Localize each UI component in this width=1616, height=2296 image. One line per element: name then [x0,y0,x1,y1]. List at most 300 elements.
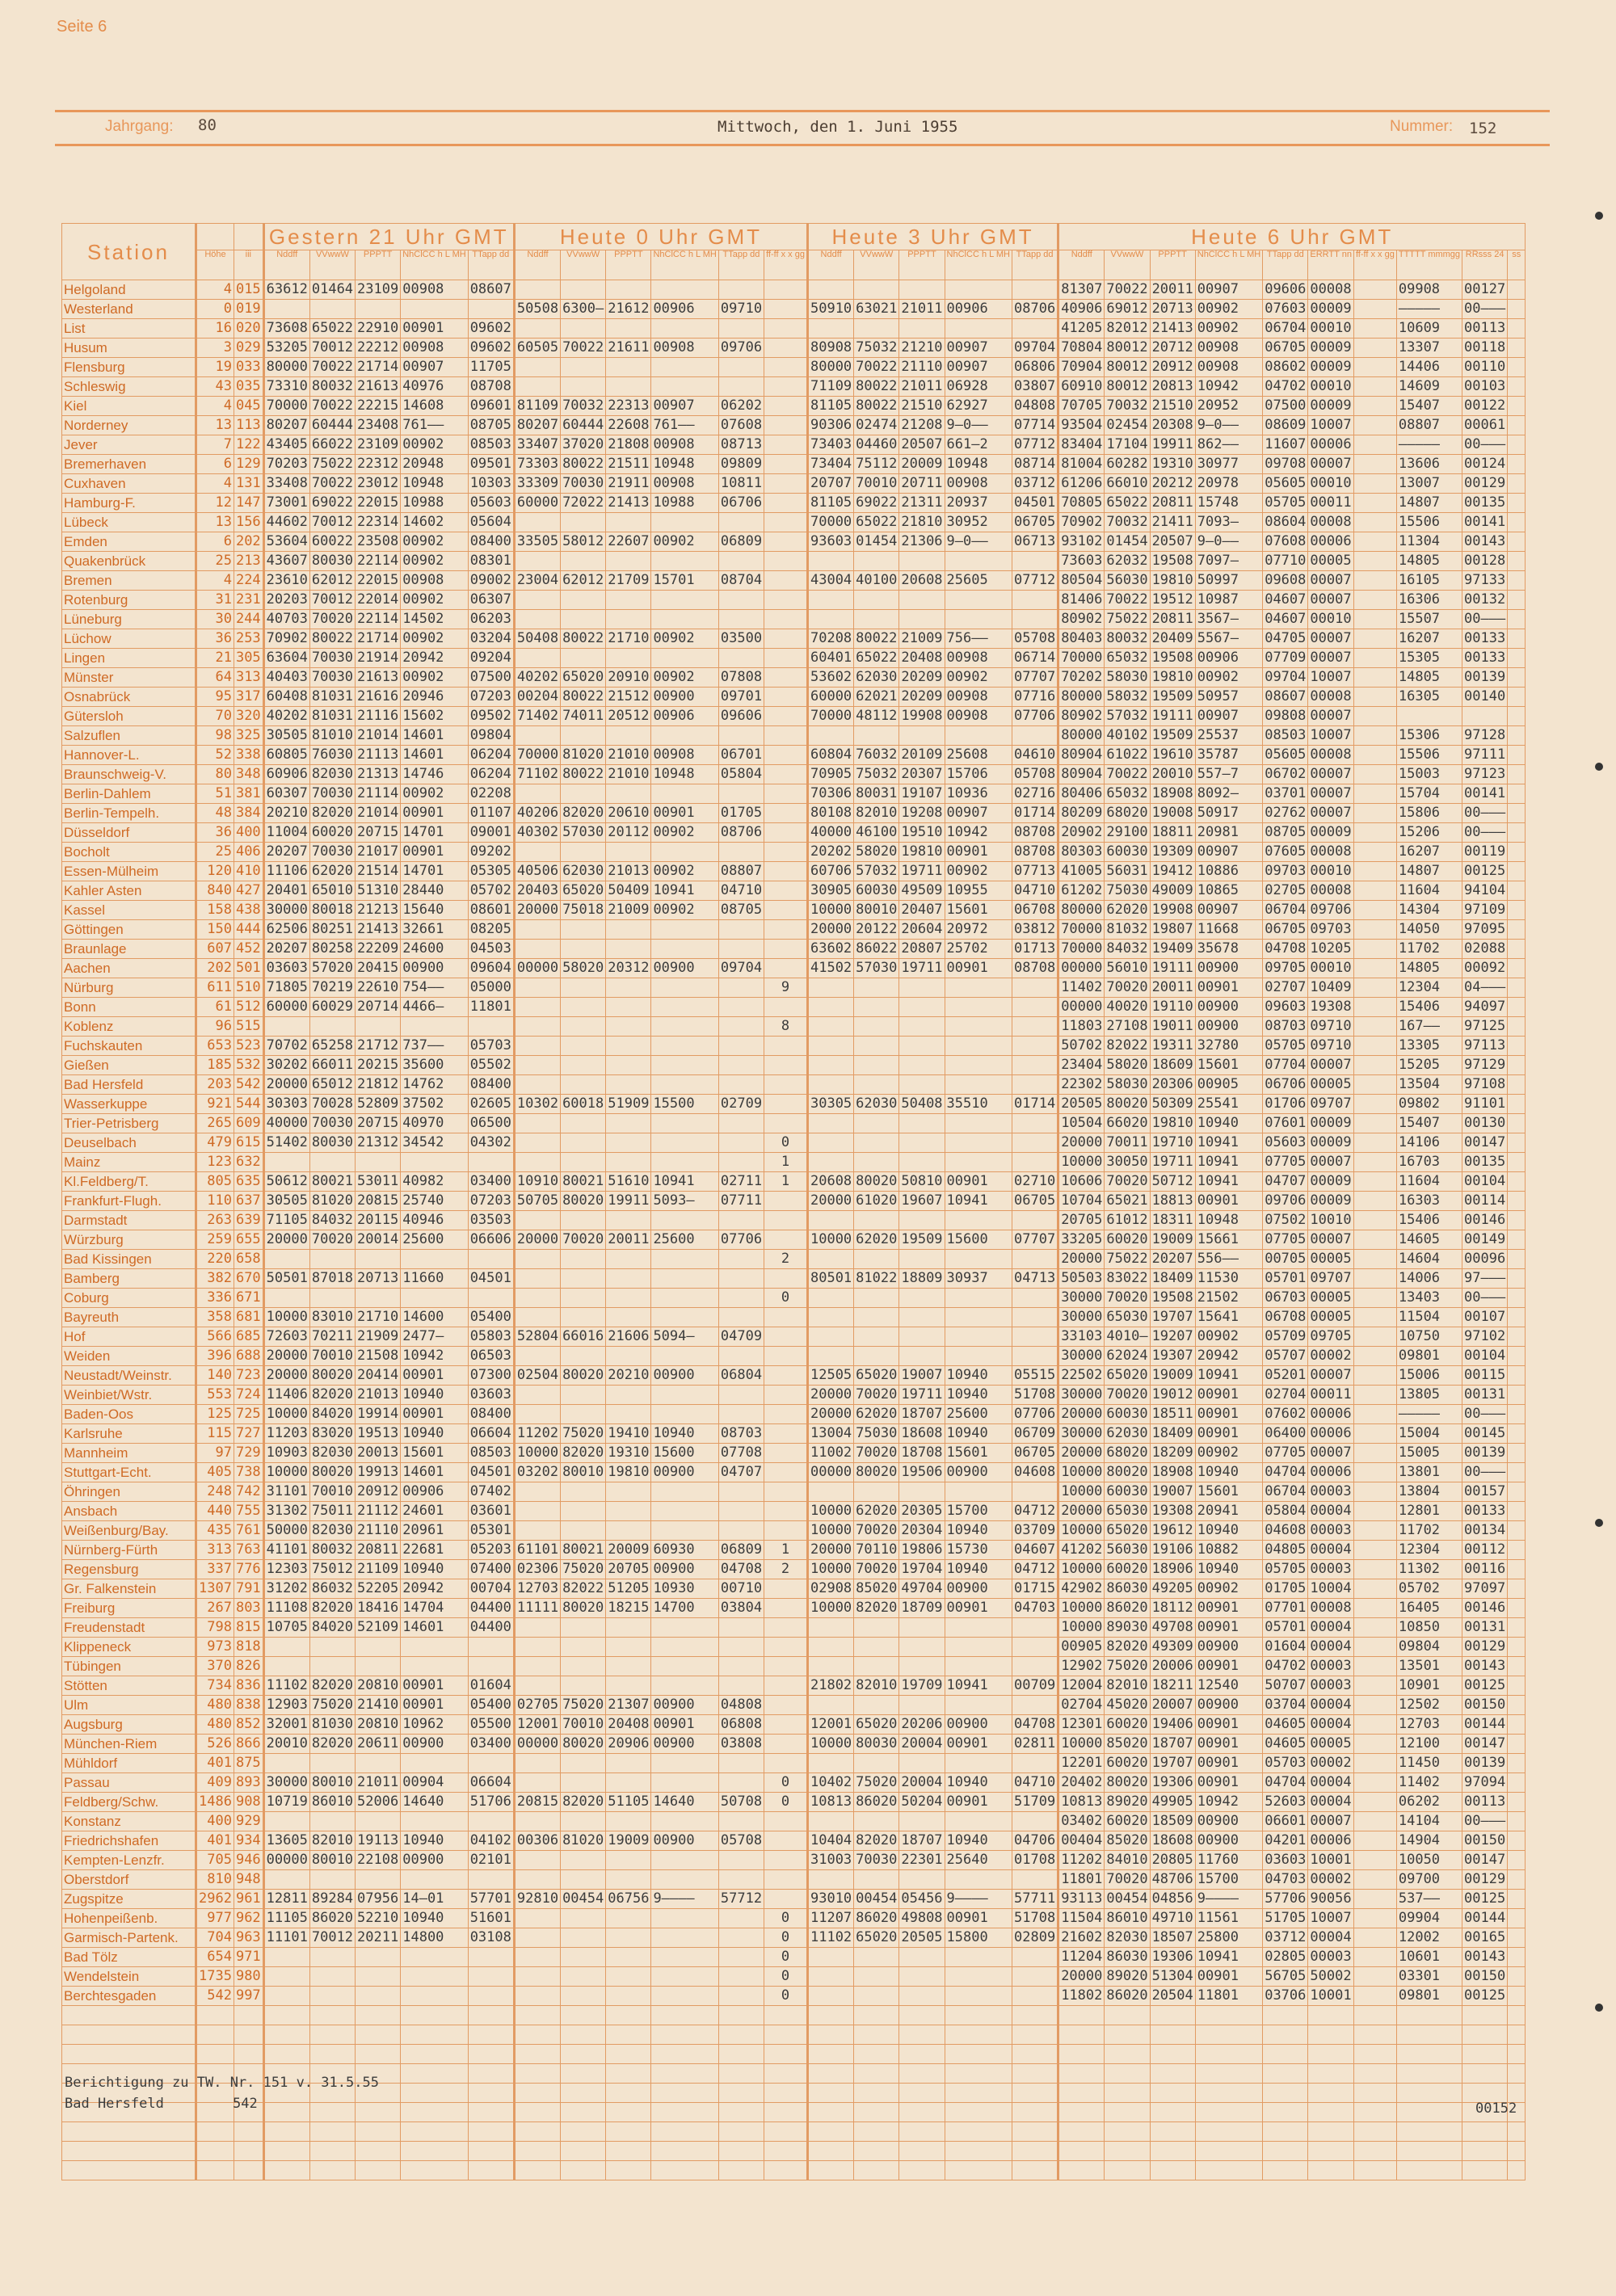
blank-cell [651,2064,718,2084]
heute-0-extra-cell [764,1715,808,1735]
heute-6-cell [1353,1657,1396,1676]
heute-3-cell: 10940 [945,1831,1012,1851]
heute-0-cell [651,1153,718,1172]
heute-0-cell [651,920,718,940]
heute-0-cell [718,649,764,668]
heute-6-cell: 20000 [1058,1250,1105,1269]
gestern-21-cell: 19513 [356,1424,401,1444]
correction-value: 00152 [1475,2100,1517,2117]
heute-3-cell: 70010 [854,474,899,494]
blank-cell [263,2045,309,2064]
heute-0-extra-cell [764,1347,808,1366]
heute-0-cell [514,1056,560,1075]
heute-6-cell: 00003 [1308,1948,1354,1967]
heute-6-cell: 10813 [1058,1793,1105,1812]
heute-3-cell: 19908 [899,707,945,726]
gestern-21-cell [401,1153,468,1172]
heute-6-cell: 00––– [1462,804,1508,823]
heute-3-cell: 10000 [807,1521,853,1541]
station-height: 220 [196,1250,234,1269]
station-height: 140 [196,1366,234,1386]
heute-0-cell [718,552,764,571]
heute-6-cell: 00004 [1308,1618,1354,1638]
heute-6-cell: 20811 [1150,610,1195,629]
blank-cell [606,2006,651,2025]
subheader-subheads_g4-1: VVwwW [1105,250,1150,280]
heute-0-cell: 14700 [651,1599,718,1618]
heute-3-cell: 62030 [854,668,899,688]
station-index: 763 [234,1541,263,1560]
heute-0-cell [651,513,718,532]
heute-6-cell: 97109 [1462,901,1508,920]
station-row [62,1366,1526,1386]
blank-cell [718,2006,764,2025]
heute-0-cell: 50408 [514,629,560,649]
heute-6-cell: 94097 [1462,998,1508,1017]
blank-cell [356,2006,401,2025]
heute-3-cell [899,1153,945,1172]
heute-0-cell [651,1948,718,1967]
station-index: 948 [234,1870,263,1890]
gestern-21-cell: 31101 [263,1482,309,1502]
heute-3-cell [854,1347,899,1366]
heute-6-cell [1353,649,1396,668]
heute-0-cell [651,591,718,610]
heute-6-cell: 7093– [1195,513,1262,532]
blank-cell [468,2122,514,2142]
blank-cell [1263,2122,1308,2142]
heute-3-cell: 30952 [945,513,1012,532]
heute-3-cell: 80908 [807,339,853,358]
heute-0-cell: 761–– [651,416,718,435]
heute-6-cell [1353,843,1396,862]
heute-0-cell [606,358,651,377]
station-row [62,1211,1526,1230]
heute-6-cell: 10886 [1195,862,1262,881]
heute-3-cell: 20604 [899,920,945,940]
heute-6-cell: 00157 [1462,1482,1508,1502]
station-name: Konstanz [62,1812,196,1831]
heute-0-cell: 40202 [514,668,560,688]
heute-0-extra-cell [764,862,808,881]
heute-3-cell: 06928 [945,377,1012,397]
heute-0-cell: 00901 [651,1715,718,1735]
heute-0-extra-cell [764,610,808,629]
heute-6-cell [1353,1114,1396,1133]
heute-3-cell: 21208 [899,416,945,435]
heute-3-cell [807,1618,853,1638]
heute-3-cell: 10940 [945,1560,1012,1579]
heute-6-cell: 05702 [1396,1579,1462,1599]
station-row [62,1192,1526,1211]
heute-6-cell: 10941 [1195,1133,1262,1153]
heute-0-cell [606,1948,651,1967]
heute-6-cell: 68020 [1105,804,1150,823]
gestern-21-cell: 00900 [401,1735,468,1754]
blank-cell [468,2006,514,2025]
heute-6-cell: 00009 [1308,823,1354,843]
heute-0-cell: 09606 [718,707,764,726]
heute-0-cell [718,1250,764,1269]
heute-3-cell: 00901 [945,1909,1012,1928]
heute-3-cell [807,998,853,1017]
blank-cell [1058,2103,1105,2122]
heute-0-cell [718,1114,764,1133]
station-height: 2962 [196,1890,234,1909]
heute-6-cell: 537–– [1396,1890,1462,1909]
heute-3-cell: 04712 [1012,1560,1058,1579]
blank-cell [62,2161,196,2180]
heute-3-cell: 20505 [899,1928,945,1948]
heute-0-extra-cell [764,1230,808,1250]
heute-3-cell: 10940 [945,1424,1012,1444]
gestern-21-cell: 20811 [356,1541,401,1560]
heute-6-cell: 00004 [1308,1793,1354,1812]
heute-3-cell: 51709 [1012,1793,1058,1812]
gestern-21-cell: 21613 [356,668,401,688]
station-name: Gütersloh [62,707,196,726]
gestern-21-cell: 53205 [263,339,309,358]
heute-0-cell [561,1754,606,1773]
heute-6-cell: 12540 [1195,1676,1262,1696]
gestern-21-cell: 82020 [309,1676,355,1696]
heute-3-cell: 46100 [854,823,899,843]
heute-6-cell: 02704 [1058,1696,1105,1715]
station-height: 110 [196,1192,234,1211]
heute-6-cell: 07705 [1263,1230,1308,1250]
gestern-21-cell: 05702 [468,881,514,901]
heute-0-cell [606,784,651,804]
gestern-21-cell: 84020 [309,1618,355,1638]
heute-6-cell: 00131 [1462,1386,1508,1405]
gestern-21-cell: 05203 [468,1541,514,1560]
subheader-subheads_g3-3: NhClCC h L MH [945,250,1012,280]
heute-3-cell: 01708 [1012,1851,1058,1870]
heute-6-cell: 21502 [1195,1289,1262,1308]
heute-6-cell [1353,920,1396,940]
gestern-21-cell [468,1017,514,1037]
heute-3-cell [945,1250,1012,1269]
heute-0-cell: 82022 [561,1579,606,1599]
heute-0-extra-cell: 0 [764,1987,808,2006]
station-name: Braunschweig-V. [62,765,196,784]
heute-0-cell: 20910 [606,668,651,688]
heute-6-cell [1353,571,1396,591]
heute-6-cell [1353,804,1396,823]
heute-3-cell: 08706 [1012,300,1058,319]
heute-0-cell [606,1153,651,1172]
heute-3-cell [854,1812,899,1831]
heute-3-cell [899,998,945,1017]
heute-6-cell: 15806 [1396,804,1462,823]
heute-6-cell: 16207 [1396,629,1462,649]
heute-6-cell: 18112 [1150,1599,1195,1618]
heute-3-cell: 22301 [899,1851,945,1870]
gestern-21-cell: 62012 [309,571,355,591]
heute-6-cell: 05703 [1263,1754,1308,1773]
gestern-21-cell: 10940 [401,1909,468,1928]
gestern-21-cell: 21712 [356,1037,401,1056]
heute-0-cell [561,552,606,571]
heute-6-cell: 19911 [1150,435,1195,455]
station-height: 810 [196,1870,234,1890]
heute-0-cell [561,1909,606,1928]
station-index: 946 [234,1851,263,1870]
blank-cell [854,2161,899,2180]
station-row [62,1521,1526,1541]
station-height: 61 [196,998,234,1017]
station-name: Berlin-Tempelh. [62,804,196,823]
gestern-21-cell: 05803 [468,1327,514,1347]
heute-0-cell [561,1269,606,1289]
station-row [62,1890,1526,1909]
heute-0-extra-cell: 8 [764,1017,808,1037]
gestern-21-cell: 00902 [401,784,468,804]
heute-6-cell: 50712 [1150,1172,1195,1192]
gestern-21-cell [263,300,309,319]
gestern-21-cell: 21114 [356,784,401,804]
gestern-21-cell: 52205 [356,1579,401,1599]
heute-6-cell: 08503 [1263,726,1308,746]
heute-6-ss-cell [1508,1192,1526,1211]
heute-6-cell: 00104 [1462,1347,1508,1366]
station-name: Berlin-Dahlem [62,784,196,804]
heute-6-cell: 81004 [1058,455,1105,474]
heute-6-cell [1353,1056,1396,1075]
gestern-21-cell: 10942 [401,1347,468,1366]
heute-0-cell [606,998,651,1017]
heute-3-cell: 19704 [899,1560,945,1579]
heute-6-cell: 00110 [1462,358,1508,377]
station-name: Kl.Feldberg/T. [62,1172,196,1192]
heute-3-cell: 10940 [945,1773,1012,1793]
heute-0-cell [514,591,560,610]
heute-6-ss-cell [1508,1230,1526,1250]
blank-cell [718,2103,764,2122]
heute-3-cell: 15800 [945,1928,1012,1948]
heute-0-extra-cell: 1 [764,1153,808,1172]
gestern-21-cell: 23408 [356,416,401,435]
subheader-subheads_g4-3: NhClCC h L MH [1195,250,1262,280]
blank-cell [718,2084,764,2103]
station-row [62,1347,1526,1366]
heute-6-cell: 00902 [1195,1579,1262,1599]
heute-6-cell: 19007 [1150,1482,1195,1502]
heute-0-cell: 11202 [514,1424,560,1444]
heute-6-cell: 60020 [1105,1560,1150,1579]
heute-6-cell [1353,1153,1396,1172]
station-name: Stötten [62,1676,196,1696]
heute-6-cell: 00007 [1308,784,1354,804]
blank-cell [807,2064,853,2084]
heute-6-cell [1353,1541,1396,1560]
heute-6-cell: 82010 [1105,1676,1150,1696]
heute-6-cell: 10940 [1195,1114,1262,1133]
gestern-21-cell: 19913 [356,1463,401,1482]
heute-6-cell: 00135 [1462,494,1508,513]
heute-3-cell: 20972 [945,920,1012,940]
gestern-21-cell: 05502 [468,1056,514,1075]
heute-3-cell: 10940 [945,1521,1012,1541]
blank-cell [606,2045,651,2064]
heute-3-cell [854,1017,899,1037]
heute-0-cell: 00908 [651,746,718,765]
station-height: 97 [196,1444,234,1463]
heute-3-cell [945,1056,1012,1075]
heute-6-cell: 35678 [1195,940,1262,959]
blank-cell [263,2025,309,2045]
heute-0-cell [606,1521,651,1541]
heute-3-cell [899,1017,945,1037]
heute-0-cell [561,1773,606,1793]
heute-6-cell: 05709 [1263,1327,1308,1347]
heute-3-cell: 75112 [854,455,899,474]
heute-0-cell [651,1405,718,1424]
gestern-21-cell: 00901 [401,843,468,862]
heute-0-cell: 11111 [514,1599,560,1618]
station-index: 512 [234,998,263,1017]
heute-0-cell: 00454 [561,1890,606,1909]
gestern-21-cell: 23610 [263,571,309,591]
heute-6-cell: 30050 [1105,1153,1150,1172]
station-name: Coburg [62,1289,196,1308]
heute-6-ss-cell [1508,881,1526,901]
heute-3-cell [945,1754,1012,1773]
heute-6-cell: 00––– [1462,1405,1508,1424]
subheader-subheads_g1-1: VVwwW [309,250,355,280]
gestern-21-cell: 11705 [468,358,514,377]
station-row [62,1579,1526,1599]
blank-cell [1308,2122,1354,2142]
heute-6-cell: 56030 [1105,1541,1150,1560]
station-height: 440 [196,1502,234,1521]
heute-6-cell [1353,1928,1396,1948]
heute-3-cell: 20122 [854,920,899,940]
heute-6-cell: 30000 [1058,1347,1105,1366]
heute-6-cell: 19009 [1150,1230,1195,1250]
heute-3-cell: 20711 [899,474,945,494]
heute-0-extra-cell [764,823,808,843]
blank-cell [514,2006,560,2025]
heute-3-cell [945,1133,1012,1153]
gestern-21-cell: 57020 [309,959,355,978]
heute-6-cell: 14807 [1396,494,1462,513]
heute-6-cell: 00113 [1462,1793,1508,1812]
blank-cell [764,2161,808,2180]
heute-6-cell: 02705 [1263,881,1308,901]
gestern-21-cell: 21616 [356,688,401,707]
gestern-21-cell [468,1870,514,1890]
gestern-21-cell: 20810 [356,1715,401,1735]
heute-6-cell [1353,1676,1396,1696]
heute-0-extra-cell [764,804,808,823]
heute-0-cell [606,377,651,397]
blank-cell [234,2006,263,2025]
heute-0-cell [561,1153,606,1172]
heute-3-cell [945,319,1012,339]
heute-3-cell [807,552,853,571]
gestern-21-cell [356,1754,401,1773]
blank-cell [401,2103,468,2122]
heute-0-cell: 21009 [606,901,651,920]
heute-6-cell: 29100 [1105,823,1150,843]
heute-0-cell: 07708 [718,1444,764,1463]
station-index: 231 [234,591,263,610]
heute-0-cell [718,1405,764,1424]
heute-0-cell: 00900 [651,688,718,707]
heute-3-cell: 00901 [945,1599,1012,1618]
heute-6-ss-cell [1508,300,1526,319]
heute-6-cell: 09908 [1396,280,1462,300]
heute-0-cell: 21013 [606,862,651,881]
station-name: Lingen [62,649,196,668]
gestern-21-cell [309,1289,355,1308]
station-index: 655 [234,1230,263,1250]
blank-cell [1462,2142,1508,2161]
station-height: 96 [196,1017,234,1037]
heute-6-cell [1353,784,1396,804]
gestern-21-cell: 06203 [468,610,514,629]
station-index: 963 [234,1928,263,1948]
station-name: Gießen [62,1056,196,1075]
heute-3-cell: 70022 [854,358,899,377]
station-index: 320 [234,707,263,726]
gestern-21-cell: 81020 [309,1192,355,1211]
heute-3-cell [945,1987,1012,2006]
heute-0-cell: 20011 [606,1230,651,1250]
gestern-21-cell: 51601 [468,1909,514,1928]
heute-3-cell: 93010 [807,1890,853,1909]
heute-6-ss-cell [1508,920,1526,940]
heute-6-ss-cell [1508,1928,1526,1948]
gestern-21-cell: 14701 [401,823,468,843]
gestern-21-cell: 09502 [468,707,514,726]
heute-6-cell: 00061 [1462,416,1508,435]
heute-6-cell: 20504 [1150,1987,1195,2006]
heute-6-cell: 00147 [1462,1851,1508,1870]
gestern-21-cell: 20912 [356,1482,401,1502]
heute-6-cell: 08604 [1263,513,1308,532]
station-index: 908 [234,1793,263,1812]
heute-6-cell [1353,319,1396,339]
heute-6-cell: 9–0–– [1195,416,1262,435]
heute-6-cell: 00130 [1462,1114,1508,1133]
heute-0-extra-cell [764,920,808,940]
gestern-21-cell: 08400 [468,1405,514,1424]
heute-3-cell [1012,1754,1058,1773]
heute-6-cell: 20507 [1150,532,1195,552]
heute-0-cell [651,784,718,804]
heute-3-cell [807,1250,853,1269]
station-height: 25 [196,843,234,862]
heute-0-cell: 10000 [514,1444,560,1463]
heute-6-cell: 50309 [1150,1095,1195,1114]
station-row [62,319,1526,339]
heute-6-cell [1353,862,1396,881]
heute-6-cell [1353,1967,1396,1987]
station-index: 213 [234,552,263,571]
heute-0-extra-cell: 2 [764,1250,808,1269]
gestern-21-cell: 60020 [309,823,355,843]
heute-6-cell: 82020 [1105,1638,1150,1657]
heute-6-cell: 60030 [1105,843,1150,862]
heute-0-cell: 08703 [718,1424,764,1444]
heute-6-cell [1353,1890,1396,1909]
heute-0-extra-cell: 0 [764,1967,808,1987]
heute-3-cell: 43004 [807,571,853,591]
gestern-21-cell [468,1250,514,1269]
heute-3-cell: 65022 [854,513,899,532]
